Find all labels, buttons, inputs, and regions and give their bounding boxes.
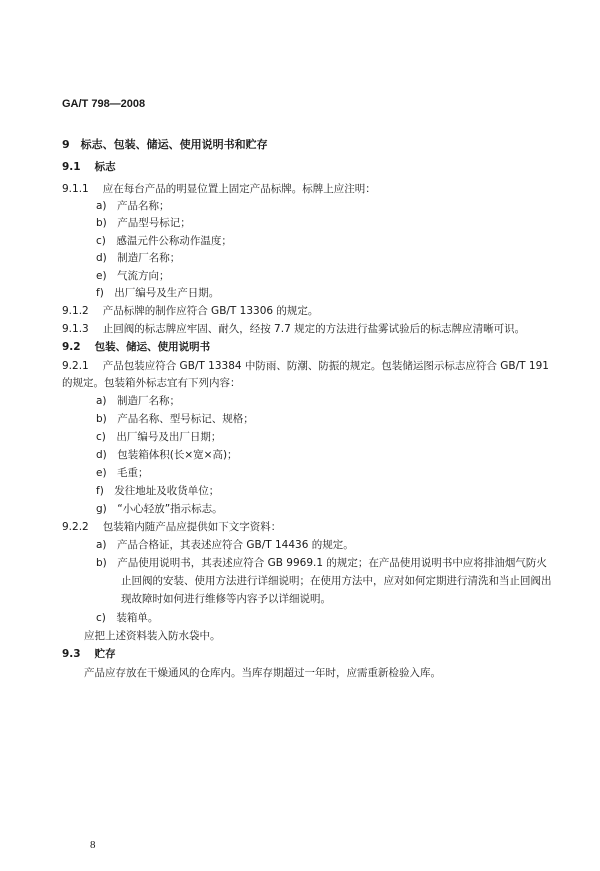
subsection-title: 包装、储运、使用说明书 <box>94 341 211 353</box>
list-item: b) 产品使用说明书，其表述应符合 GB 9969.1 的规定；在产品使用说明书中应将排油烟气防火 <box>96 557 547 569</box>
list-item: b) 产品型号标记； <box>96 217 191 229</box>
clause-text: 应在每台产品的明显位置上固定产品标牌。标牌上应注明： <box>102 183 376 195</box>
list-item: f) 出厂编号及生产日期。 <box>96 287 220 299</box>
subsection-number: 9.2 <box>62 341 81 353</box>
subsection-number: 9.3 <box>62 648 81 660</box>
subsection-heading-9-1 <box>62 160 116 174</box>
list-item: c) 装箱单。 <box>96 612 159 624</box>
clause-9-1-1 <box>62 182 376 196</box>
clause-9-2-1-continued: 的规定。包装箱外标志宜有下列内容： <box>62 377 241 389</box>
list-item: c) 感温元件公称动作温度； <box>96 235 232 247</box>
subsection-title: 标志 <box>94 161 116 173</box>
clause-number: 9.2.1 <box>62 360 89 372</box>
document-code: GA/T 798—2008 <box>62 98 146 110</box>
list-item-continued: 止回阀的安装、使用方法进行详细说明；在使用方法中，应对如何定期进行清洗和当止回阀出 <box>121 575 552 587</box>
list-item: e) 毛重； <box>96 467 149 479</box>
clause-text: 产品标牌的制作应符合 GB/T 13306 的规定。 <box>102 305 319 317</box>
list-item: e) 气流方向； <box>96 270 170 282</box>
list-item: b) 产品名称、型号标记、规格； <box>96 413 254 425</box>
list-item: a) 制造厂名称； <box>96 395 181 407</box>
subsection-title: 贮存 <box>94 648 116 660</box>
subsection-number: 9.1 <box>62 161 81 173</box>
list-item-continued: 现故障时如何进行维修等内容予以详细说明。 <box>121 593 331 605</box>
list-item: d) 制造厂名称； <box>96 252 181 264</box>
list-item: c) 出厂编号及出厂日期； <box>96 431 222 443</box>
clause-9-1-3 <box>62 322 525 336</box>
clause-9-1-2 <box>62 304 318 318</box>
clause-number: 9.1.2 <box>62 305 89 317</box>
clause-9-2-2 <box>62 520 281 534</box>
subsection-heading-9-2 <box>62 340 210 354</box>
subsection-heading-9-3 <box>62 647 116 661</box>
section-title: 9 标志、包装、储运、使用说明书和贮存 <box>62 138 268 151</box>
clause-9-2-1 <box>62 359 549 373</box>
clause-text: 产品包装应符合 GB/T 13384 中防雨、防潮、防振的规定。包装储运图示标志应符合 GB/T 191 <box>102 360 549 372</box>
storage-paragraph: 产品应存放在干燥通风的仓库内。当库存期超过一年时，应需重新检验入库。 <box>84 667 441 679</box>
clause-number: 9.1.3 <box>62 323 89 335</box>
list-item: f) 发往地址及收货单位； <box>96 485 220 497</box>
list-item: d) 包装箱体积(长×宽×高)； <box>96 449 238 461</box>
clause-text: 包装箱内随产品应提供如下文字资料： <box>102 521 282 533</box>
list-item: g) “小心轻放”指示标志。 <box>96 503 223 515</box>
clause-text: 止回阀的标志牌应牢固、耐久，经按 7.7 规定的方法进行盐雾试验后的标志牌应清晰可识。 <box>102 323 526 335</box>
closing-paragraph: 应把上述资料装入防水袋中。 <box>84 630 221 642</box>
page-number: 8 <box>90 839 96 851</box>
list-item: a) 产品合格证，其表述应符合 GB/T 14436 的规定。 <box>96 539 354 551</box>
clause-number: 9.2.2 <box>62 521 89 533</box>
list-item: a) 产品名称； <box>96 200 170 212</box>
clause-number: 9.1.1 <box>62 183 89 195</box>
